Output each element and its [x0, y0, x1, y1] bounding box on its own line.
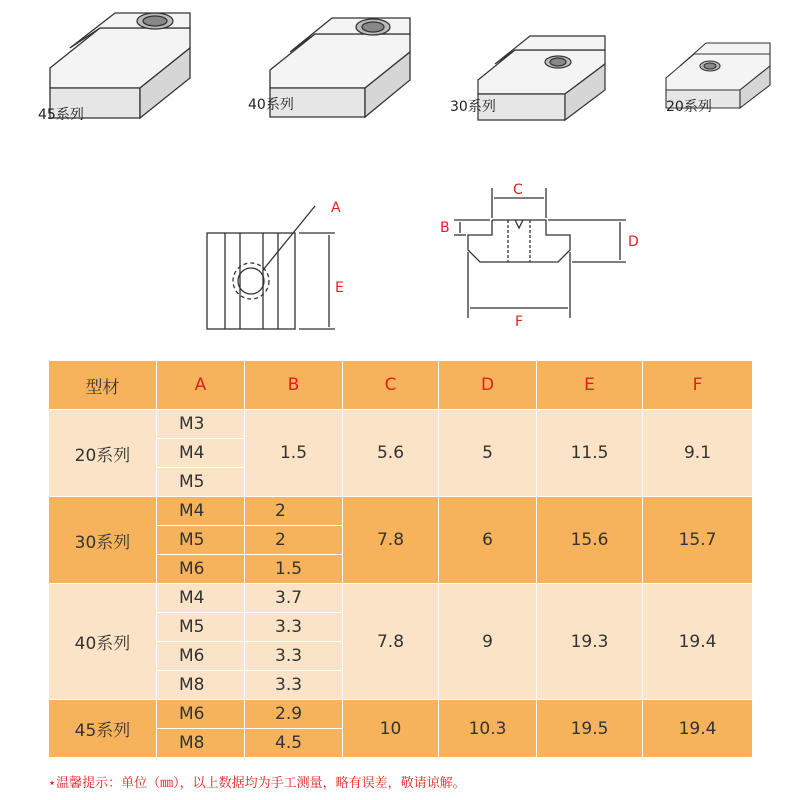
- c-cell: 5.6: [343, 410, 439, 497]
- header-B: B: [245, 361, 343, 410]
- f-cell: 9.1: [643, 410, 753, 497]
- c-cell: 10: [343, 700, 439, 758]
- b-cell: 1.5: [245, 555, 343, 584]
- e-cell: 19.3: [537, 584, 643, 700]
- header-profile: 型材: [49, 361, 157, 410]
- b-cell: 2.9: [245, 700, 343, 729]
- f-cell: 19.4: [643, 584, 753, 700]
- series-cell: 45系列: [49, 700, 157, 758]
- b-cell: 3.3: [245, 671, 343, 700]
- series-cell: 30系列: [49, 497, 157, 584]
- b-cell: 3.7: [245, 584, 343, 613]
- e-cell: 15.6: [537, 497, 643, 584]
- b-cell: 3.3: [245, 642, 343, 671]
- side-view-diagram: [430, 180, 650, 330]
- table-row: [49, 497, 753, 526]
- header-F: F: [643, 361, 753, 410]
- tnut-20-caption: 20系列: [666, 99, 712, 115]
- top-view-diagram: [195, 188, 365, 338]
- table-row: [49, 584, 753, 613]
- c-cell: 7.8: [343, 497, 439, 584]
- thread-cell: M8: [157, 671, 245, 700]
- label-B: B: [440, 220, 450, 236]
- table-row: [49, 700, 753, 729]
- thread-cell: M6: [157, 700, 245, 729]
- thread-cell: M8: [157, 729, 245, 758]
- header-A: A: [157, 361, 245, 410]
- d-cell: 10.3: [439, 700, 537, 758]
- e-cell: 11.5: [537, 410, 643, 497]
- spec-table: [48, 360, 753, 758]
- tnut-40-caption: 40系列: [248, 97, 294, 113]
- d-cell: 5: [439, 410, 537, 497]
- series-cell: 40系列: [49, 584, 157, 700]
- tnut-30-caption: 30系列: [450, 99, 496, 115]
- label-F: F: [515, 314, 524, 330]
- b-cell: 2: [245, 497, 343, 526]
- f-cell: 19.4: [643, 700, 753, 758]
- label-A: A: [331, 200, 341, 216]
- label-E: E: [335, 280, 344, 296]
- label-D: D: [628, 234, 639, 250]
- c-cell: 7.8: [343, 584, 439, 700]
- thread-cell: M3: [157, 410, 245, 439]
- b-cell: 4.5: [245, 729, 343, 758]
- header-E: E: [537, 361, 643, 410]
- e-cell: 19.5: [537, 700, 643, 758]
- b-cell: 1.5: [245, 410, 343, 497]
- header-C: C: [343, 361, 439, 410]
- b-cell: 2: [245, 526, 343, 555]
- d-cell: 6: [439, 497, 537, 584]
- series-cell: 20系列: [49, 410, 157, 497]
- table-row: [49, 410, 753, 439]
- label-C: C: [513, 182, 523, 198]
- thread-cell: M5: [157, 613, 245, 642]
- thread-cell: M6: [157, 555, 245, 584]
- thread-cell: M4: [157, 439, 245, 468]
- b-cell: 3.3: [245, 613, 343, 642]
- header-D: D: [439, 361, 537, 410]
- table-header-row: [49, 361, 753, 410]
- thread-cell: M5: [157, 526, 245, 555]
- f-cell: 15.7: [643, 497, 753, 584]
- thread-cell: M6: [157, 642, 245, 671]
- thread-cell: M4: [157, 584, 245, 613]
- tnut-45-caption: 45系列: [38, 107, 84, 123]
- thread-cell: M5: [157, 468, 245, 497]
- footnote: ⋆温馨提示：单位（㎜），以上数据均为手工测量，略有误差，敬请谅解。: [48, 776, 466, 791]
- thread-cell: M4: [157, 497, 245, 526]
- d-cell: 9: [439, 584, 537, 700]
